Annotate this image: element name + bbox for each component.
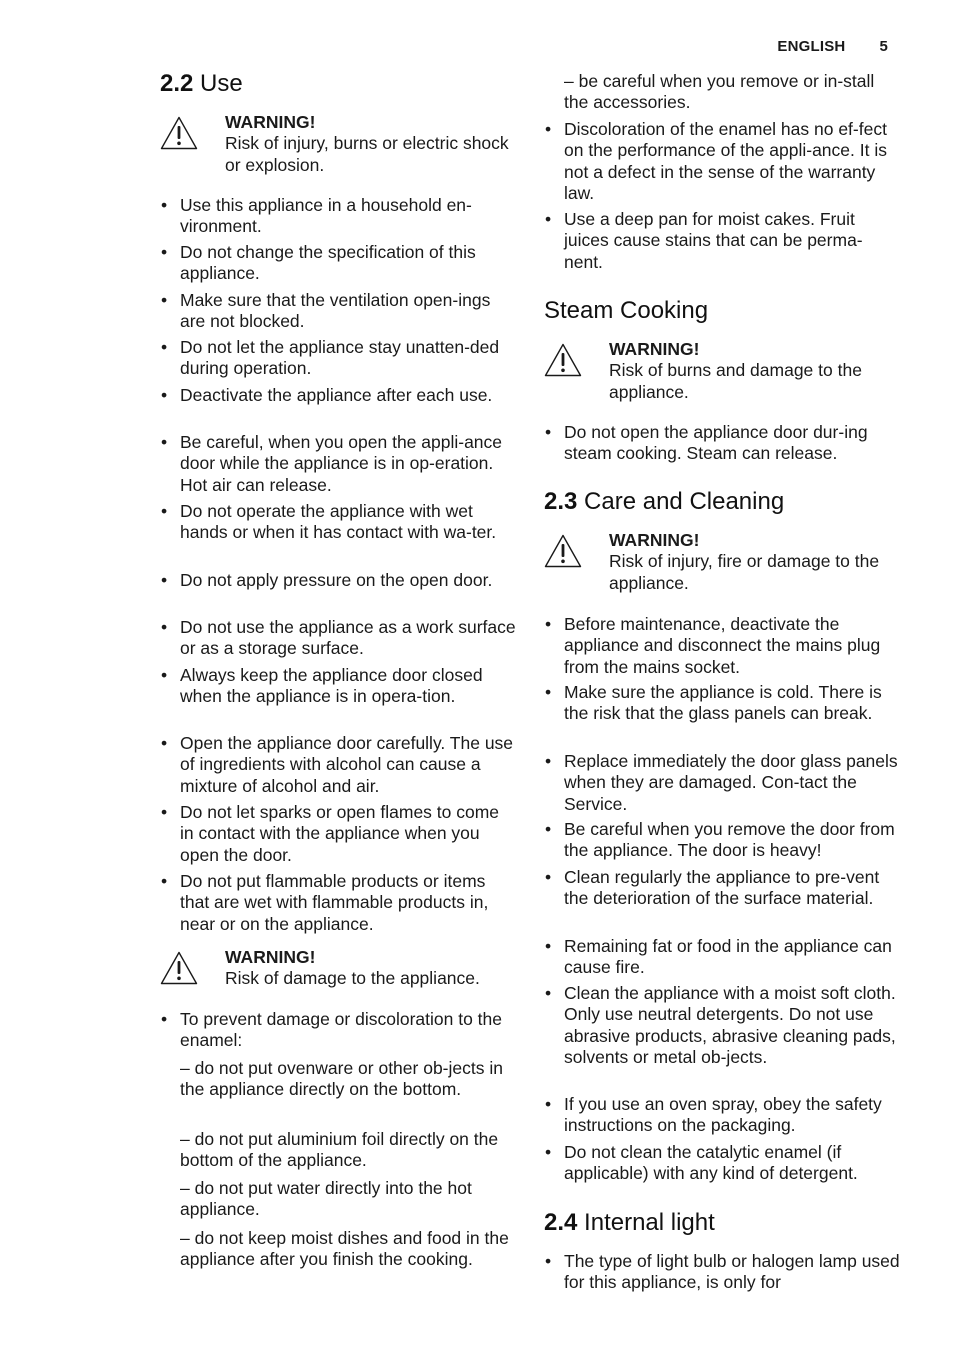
list-item: • Make sure the appliance is cold. There is the risk that the glass panels can break. bbox=[544, 682, 900, 725]
section-heading-steam-cooking: Steam Cooking bbox=[544, 297, 709, 324]
list-item: • Do not apply pressure on the open door. bbox=[160, 570, 516, 591]
warning-description: Risk of damage to the appliance. bbox=[225, 968, 480, 989]
list-item: • Do not put flammable products or items that are wet with flammable products in, near or on the appliance. bbox=[160, 871, 516, 935]
list-item: • Remaining fat or food in the appliance can cause fire. bbox=[544, 936, 900, 979]
list-item: • Do not use the appliance as a work surface or as a storage surface. bbox=[160, 617, 516, 660]
sub-item: – do not put aluminium foil directly on the bottom of the appliance. bbox=[180, 1129, 499, 1171]
list-item: • Always keep the appliance door closed when the appliance is in opera-tion. bbox=[160, 665, 516, 708]
list-item: • Clean regularly the appliance to pre-vent the deterioration of the surface material. bbox=[544, 867, 900, 910]
list-item: • Open the appliance door carefully. The use of ingredients with alcohol can cause a mixture of alcohol and air. bbox=[160, 733, 516, 797]
list-item: • Replace immediately the door glass panels when they are damaged. Con-tact the Service. bbox=[544, 751, 900, 815]
list-item: • Do not clean the catalytic enamel (if applicable) with any kind of detergent. bbox=[544, 1142, 900, 1185]
list-item: • If you use an oven spray, obey the safety instructions on the packaging. bbox=[544, 1094, 900, 1137]
warning-label: WARNING! bbox=[609, 339, 700, 359]
warning-triangle-icon bbox=[544, 343, 582, 377]
list-item: • To prevent damage or discoloration to the enamel: bbox=[160, 1009, 516, 1052]
sub-item: – do not keep moist dishes and food in the appliance after you finish the cooking. bbox=[180, 1228, 509, 1270]
warning-label: WARNING! bbox=[609, 530, 700, 550]
list-item: • Discoloration of the enamel has no ef-fect on the performance of the appli-ance. It is not a defect in the sense of the warranty law. bbox=[544, 119, 900, 204]
list-item: • Clean the appliance with a moist soft cloth. Only use neutral detergents. Do not use abrasive products, abrasive cleaning pads, solvents or metal ob-jects. bbox=[544, 983, 900, 1068]
warning-text bbox=[609, 339, 900, 403]
section-heading-2-3: 2.3 Care and Cleaning bbox=[544, 488, 785, 515]
list-item: • Do not let the appliance stay unatten-ded during operation. bbox=[160, 337, 516, 380]
list-item: • Do not change the specification of this appliance. bbox=[160, 242, 516, 285]
section-heading-2-4: 2.4 Internal light bbox=[544, 1209, 715, 1236]
section-heading-2-2: 2.2 Use bbox=[160, 70, 243, 97]
warning-text bbox=[225, 947, 516, 990]
list-item: • Do not let sparks or open flames to come in contact with the appliance when you open the door. bbox=[160, 802, 516, 866]
list-item: • Be careful when you remove the door from the appliance. The door is heavy! bbox=[544, 819, 900, 862]
warning-box bbox=[544, 530, 900, 596]
warning-triangle-icon bbox=[160, 951, 198, 985]
list-item: • Before maintenance, deactivate the appliance and disconnect the mains plug from the mains socket. bbox=[544, 614, 900, 678]
list-item: • Be careful, when you open the appli-ance door while the appliance is in op-eration. Hot air can release. bbox=[160, 432, 516, 496]
warning-triangle-icon bbox=[160, 116, 198, 150]
warning-text bbox=[609, 530, 900, 594]
sub-item: – be careful when you remove or in-stall the accessories. bbox=[564, 71, 875, 113]
warning-label: WARNING! bbox=[225, 112, 316, 132]
list-item: • Do not operate the appliance with wet hands or when it has contact with wa-ter. bbox=[160, 501, 516, 544]
warning-box bbox=[160, 112, 516, 178]
warning-label: WARNING! bbox=[225, 947, 316, 967]
list-item: • Deactivate the appliance after each use. bbox=[160, 385, 516, 406]
page-header bbox=[777, 38, 888, 55]
warning-box bbox=[544, 339, 900, 405]
warning-description: Risk of injury, fire or damage to the appliance. bbox=[609, 551, 880, 593]
page-number: 5 bbox=[879, 38, 888, 55]
warning-description: Risk of injury, burns or electric shock or explosion. bbox=[225, 133, 509, 175]
warning-description: Risk of burns and damage to the appliance. bbox=[609, 360, 862, 402]
warning-box bbox=[160, 947, 516, 995]
list-item: • Use this appliance in a household en-vironment. bbox=[160, 195, 516, 238]
sub-item: – do not put water directly into the hot appliance. bbox=[180, 1178, 472, 1220]
warning-triangle-icon bbox=[544, 534, 582, 568]
list-item: • Use a deep pan for moist cakes. Fruit juices cause stains that can be perma-nent. bbox=[544, 209, 900, 273]
list-item: • The type of light bulb or halogen lamp used for this appliance, is only for bbox=[544, 1251, 900, 1294]
list-item: • Do not open the appliance door dur-ing steam cooking. Steam can release. bbox=[544, 422, 900, 465]
list-item: • Make sure that the ventilation open-ings are not blocked. bbox=[160, 290, 516, 333]
language-label: ENGLISH bbox=[777, 38, 846, 55]
sub-item: – do not put ovenware or other ob-jects in the appliance directly on the bottom. bbox=[180, 1058, 503, 1100]
warning-text bbox=[225, 112, 516, 176]
